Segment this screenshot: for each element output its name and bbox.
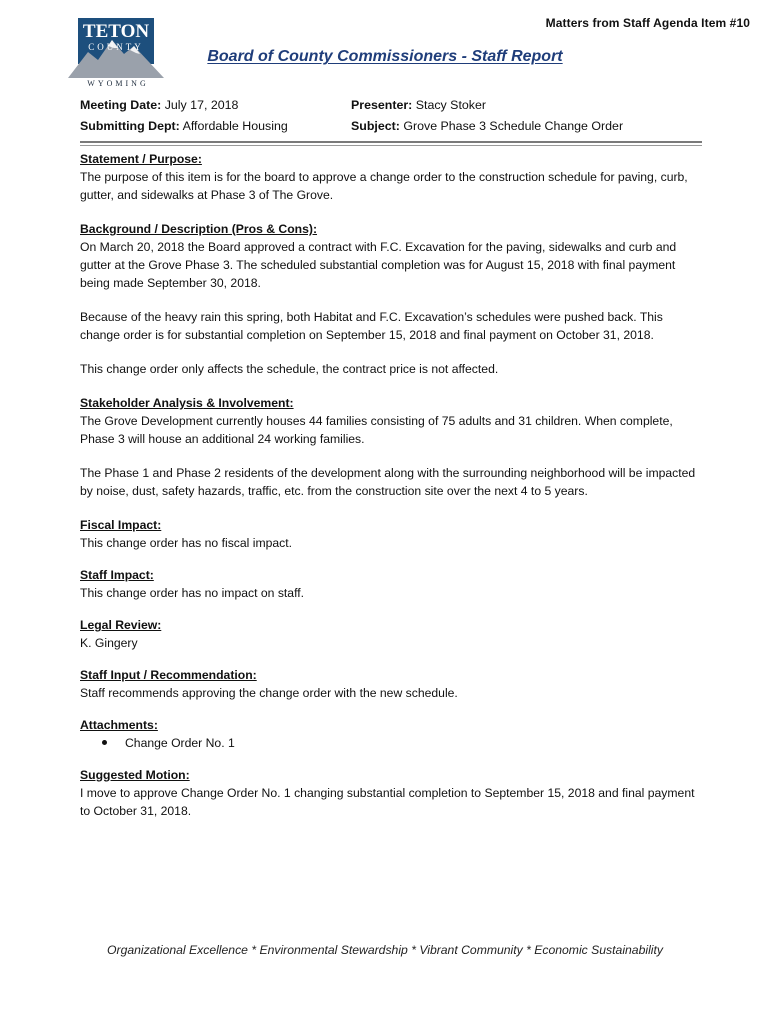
background-heading: Background / Description (Pros & Cons):	[80, 222, 318, 236]
legal-body: K. Gingery	[80, 636, 138, 650]
background-paragraph-3: This change order only affects the schedule, the contract price is not affected.	[80, 362, 499, 376]
purpose-heading: Statement / Purpose:	[80, 152, 202, 166]
stakeholder-paragraph-2: The Phase 1 and Phase 2 residents of the development along with the surrounding neighborhood will be impacted by noise, dust, safety hazards, traffic, etc. from the construction site over the next 4 to 5 years.	[80, 466, 696, 498]
purpose-body: The purpose of this item is for the board to approve a change order to the construction schedule for paving, curb, gutter, and sidewalks at Phase 3 of The Grove.	[80, 170, 688, 202]
presenter-label: Presenter:	[351, 98, 413, 112]
header-divider-thick	[80, 141, 702, 143]
fiscal-heading: Fiscal Impact:	[80, 518, 162, 532]
page-title: Board of County Commissioners - Staff Report	[207, 48, 563, 65]
meta-left-column	[80, 95, 288, 137]
logo-line-2: COUNTY	[88, 42, 144, 52]
presenter	[351, 95, 623, 116]
motion-body: I move to approve Change Order No. 1 changing substantial completion to September 15, 2018 and final payment to October 31, 2018.	[80, 786, 695, 818]
staff-impact-heading: Staff Impact:	[80, 568, 154, 582]
subject	[351, 116, 623, 137]
submitting-dept	[80, 116, 288, 137]
attachment-label: Change Order No. 1	[125, 736, 235, 750]
attachments-heading: Attachments:	[80, 718, 158, 732]
background-paragraph-1: On March 20, 2018 the Board approved a contract with F.C. Excavation for the paving, sidewalks and curb and gutter at the Grove Phase 3. The scheduled substantial completion was for August 15, 2018 with final payment being made September 30, 2018.	[80, 240, 677, 290]
meeting-date-value: July 17, 2018	[164, 98, 239, 112]
logo-line-1: TETON	[82, 21, 150, 42]
legal-heading: Legal Review:	[80, 618, 162, 632]
presenter-value: Stacy Stoker	[415, 98, 486, 112]
report-body	[80, 150, 705, 820]
subject-value: Grove Phase 3 Schedule Change Order	[403, 119, 624, 133]
meeting-date-label: Meeting Date:	[80, 98, 162, 112]
bullet-icon	[102, 740, 107, 745]
meta-right-column	[351, 95, 623, 137]
recommendation-heading: Staff Input / Recommendation:	[80, 668, 257, 682]
subject-label: Subject:	[351, 119, 400, 133]
list-item	[80, 734, 705, 752]
motion-heading: Suggested Motion:	[80, 768, 190, 782]
attachments-list	[80, 734, 705, 752]
fiscal-body: This change order has no fiscal impact.	[80, 536, 293, 550]
stakeholder-paragraph-1: The Grove Development currently houses 44 families consisting of 75 adults and 31 children. When complete, Phase 3 will house an additional 24 working families.	[80, 414, 673, 446]
submitting-dept-value: Affordable Housing	[182, 119, 288, 133]
footer-tagline: Organizational Excellence * Environmental Stewardship * Vibrant Community * Economic Sustainability	[107, 943, 663, 957]
logo-line-3: WYOMING	[87, 79, 149, 88]
submitting-dept-label: Submitting Dept:	[80, 119, 180, 133]
meeting-date	[80, 95, 288, 116]
stakeholder-heading: Stakeholder Analysis & Involvement:	[80, 396, 294, 410]
background-paragraph-2: Because of the heavy rain this spring, both Habitat and F.C. Excavation’s schedules were pushed back. This change order is for substantial completion on September 15, 2018 and final payment on October 31, 2018.	[80, 310, 663, 342]
recommendation-body: Staff recommends approving the change order with the new schedule.	[80, 686, 458, 700]
header-divider-thin	[80, 145, 702, 146]
staff-impact-body: This change order has no impact on staff.	[80, 586, 305, 600]
agenda-item-label: Matters from Staff Agenda Item #10	[545, 16, 750, 30]
